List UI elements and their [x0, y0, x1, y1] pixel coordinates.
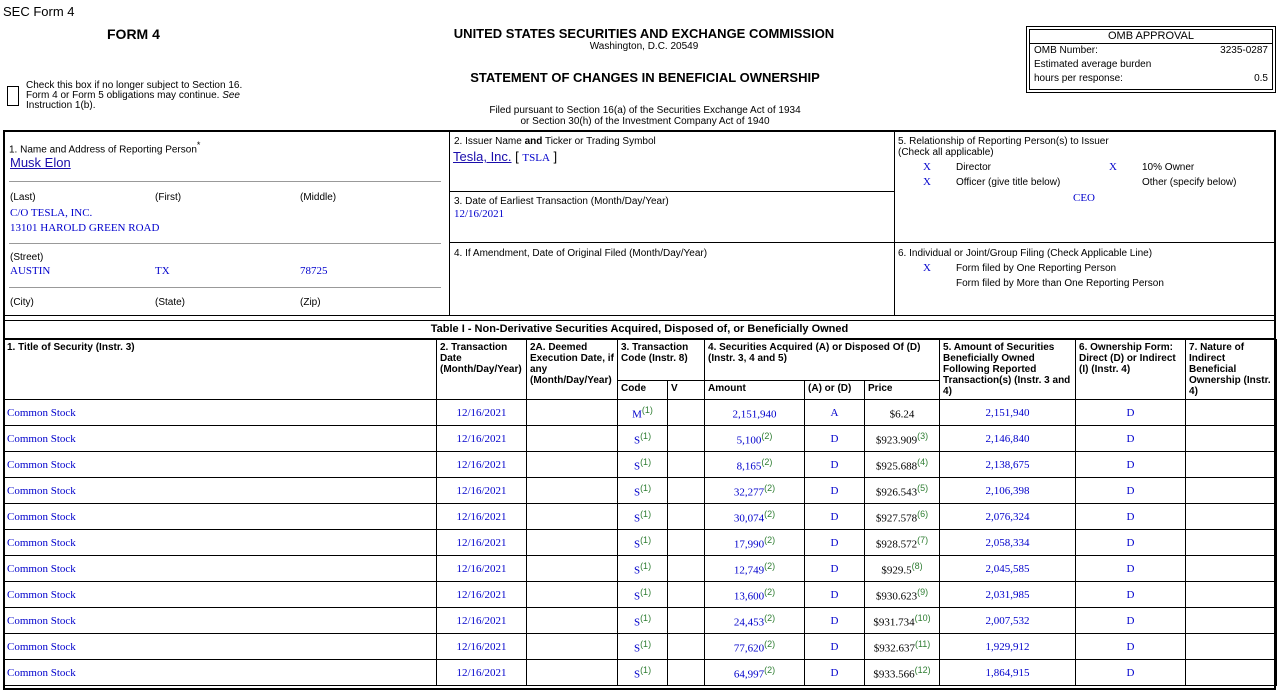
statement-title: STATEMENT OF CHANGES IN BENEFICIAL OWNERSHIP	[470, 70, 820, 85]
filed-line-1: Filed pursuant to Section 16(a) of the Securities Exchange Act of 1934	[489, 105, 801, 116]
cell-form: D	[1076, 556, 1186, 582]
cell-following: 2,007,532	[940, 608, 1076, 634]
cell-code: $S^{(1)}$	[618, 504, 668, 530]
one-person-mark: X	[923, 262, 931, 274]
ten-percent-owner-mark: X	[1109, 161, 1117, 173]
cell-amount: 30,074$^{(2)}$	[705, 504, 805, 530]
cell-price: $925.688$^{(4)}$	[865, 452, 940, 478]
th-sub-ad: (A) or (D)	[805, 381, 865, 400]
cell-following: 2,076,324	[940, 504, 1076, 530]
table-row	[4, 452, 1277, 478]
cell-v	[668, 426, 705, 452]
cell-following: 2,151,940	[940, 400, 1076, 426]
cell-nature	[1186, 608, 1277, 634]
cell-ad: D	[805, 582, 865, 608]
table1	[3, 339, 1277, 686]
cell-amount: 12,749$^{(2)}$	[705, 556, 805, 582]
officer-label: Officer (give title below)	[956, 177, 1061, 188]
cell-nature	[1186, 426, 1277, 452]
cell-security: Common Stock	[4, 452, 437, 478]
cell-following: 2,045,585	[940, 556, 1076, 582]
cell-deemed	[527, 426, 618, 452]
cell-ad: A	[805, 400, 865, 426]
cell-v	[668, 634, 705, 660]
cell-v	[668, 478, 705, 504]
amendment-label: 4. If Amendment, Date of Original Filed (Month/Day/Year)	[454, 248, 708, 259]
cell-v	[668, 660, 705, 686]
th-nature: 7. Nature of Indirect Beneficial Ownership (Instr. 4)	[1186, 340, 1277, 400]
cell-deemed	[527, 530, 618, 556]
cell-date: 12/16/2021	[437, 452, 527, 478]
cell-code: $S^{(1)}$	[618, 634, 668, 660]
th-security: 1. Title of Security (Instr. 3)	[4, 340, 437, 400]
relationship-label-1: 5. Relationship of Reporting Person(s) to Issuer	[898, 136, 1109, 147]
cell-date: 12/16/2021	[437, 530, 527, 556]
cell-deemed	[527, 400, 618, 426]
table1-title: Table I - Non-Derivative Securities Acquired, Disposed of, or Beneficially Owned	[3, 320, 1276, 339]
omb-burden-label: Estimated average burden	[1034, 59, 1152, 70]
cell-form: D	[1076, 660, 1186, 686]
cell-deemed	[527, 478, 618, 504]
director-label: Director	[956, 162, 992, 173]
cell-following: 2,058,334	[940, 530, 1076, 556]
cell-date: 12/16/2021	[437, 400, 527, 426]
cell-v	[668, 452, 705, 478]
cell-deemed	[527, 608, 618, 634]
reporting-person-label: 1. Name and Address of Reporting Person*	[9, 140, 201, 156]
cell-ad: D	[805, 556, 865, 582]
cell-price: $928.572$^{(7)}$	[865, 530, 940, 556]
cell-code: $S^{(1)}$	[618, 452, 668, 478]
cell-date: 12/16/2021	[437, 426, 527, 452]
cell-security: Common Stock	[4, 660, 437, 686]
cell-form: D	[1076, 530, 1186, 556]
cell-date: 12/16/2021	[437, 660, 527, 686]
filed-line-2: or Section 30(h) of the Investment Company Act of 1940	[520, 116, 770, 127]
table-row	[4, 530, 1277, 556]
cell-security: Common Stock	[4, 504, 437, 530]
checkbox-see: See	[222, 90, 240, 101]
sec-title: SEC Form 4	[3, 4, 75, 19]
cell-security: Common Stock	[4, 426, 437, 452]
agency-block	[443, 26, 845, 52]
ticker-symbol: TSLA	[522, 152, 550, 164]
cell-amount: 8,165$^{(2)}$	[705, 452, 805, 478]
issuer-line: Tesla, Inc. [ TSLA ]	[453, 149, 558, 164]
first-label: (First)	[155, 192, 182, 203]
cell-amount: 64,997$^{(2)}$	[705, 660, 805, 686]
cell-form: D	[1076, 582, 1186, 608]
cell-following: 2,106,398	[940, 478, 1076, 504]
cell-ad: D	[805, 504, 865, 530]
cell-price: $932.637$^{(11)}$	[865, 634, 940, 660]
th-date: 2. Transaction Date (Month/Day/Year)	[437, 340, 527, 400]
last-label: (Last)	[10, 192, 36, 203]
cell-form: D	[1076, 452, 1186, 478]
filing-label: 6. Individual or Joint/Group Filing (Check Applicable Line)	[898, 248, 1153, 259]
cell-security: Common Stock	[4, 582, 437, 608]
cell-code: $S^{(1)}$	[618, 530, 668, 556]
one-person-label: Form filed by One Reporting Person	[956, 263, 1117, 274]
table-row	[4, 582, 1277, 608]
th-following: 5. Amount of Securities Beneficially Owned Following Reported Transaction(s) (Instr. 3 and 4)	[940, 340, 1076, 400]
cell-following: 1,929,912	[940, 634, 1076, 660]
table-row	[4, 426, 1277, 452]
omb-approval-box	[1026, 26, 1276, 93]
cell-following: 2,146,840	[940, 426, 1076, 452]
cell-price: $933.566$^{(12)}$	[865, 660, 940, 686]
cell-deemed	[527, 582, 618, 608]
cell-v	[668, 608, 705, 634]
cell-deemed	[527, 556, 618, 582]
cell-security: Common Stock	[4, 530, 437, 556]
street-label: (Street)	[10, 252, 44, 263]
cell-code: $M^{(1)}$	[618, 400, 668, 426]
cell-ad: D	[805, 608, 865, 634]
th-acquired: 4. Securities Acquired (A) or Disposed Of (D) (Instr. 3, 4 and 5)	[705, 340, 940, 381]
cell-ad: D	[805, 530, 865, 556]
cell-following: 2,031,985	[940, 582, 1076, 608]
cell-amount: 24,453$^{(2)}$	[705, 608, 805, 634]
cell-amount: 17,990$^{(2)}$	[705, 530, 805, 556]
cell-form: D	[1076, 426, 1186, 452]
cell-deemed	[527, 660, 618, 686]
cell-v	[668, 582, 705, 608]
more-persons-label: Form filed by More than One Reporting Person	[956, 278, 1164, 289]
omb-hours-value: 0.5	[1254, 73, 1268, 84]
relationship-label-2: (Check all applicable)	[898, 147, 994, 158]
omb-number-label: OMB Number:	[1034, 45, 1098, 56]
th-code: 3. Transaction Code (Instr. 8)	[618, 340, 705, 381]
cell-security: Common Stock	[4, 608, 437, 634]
officer-mark: X	[923, 176, 931, 188]
cell-code: $S^{(1)}$	[618, 426, 668, 452]
cell-date: 12/16/2021	[437, 478, 527, 504]
cell-nature	[1186, 660, 1277, 686]
state-label: (State)	[155, 297, 186, 308]
city-value: AUSTIN	[10, 265, 51, 277]
cell-deemed	[527, 504, 618, 530]
cell-v	[668, 556, 705, 582]
cell-code: $S^{(1)}$	[618, 582, 668, 608]
zip-label: (Zip)	[300, 297, 321, 308]
cell-price: $930.623$^{(9)}$	[865, 582, 940, 608]
cell-nature	[1186, 634, 1277, 660]
cell-ad: D	[805, 452, 865, 478]
cell-price: $931.734$^{(10)}$	[865, 608, 940, 634]
cell-amount: 5,100$^{(2)}$	[705, 426, 805, 452]
cell-form: D	[1076, 634, 1186, 660]
cell-security: Common Stock	[4, 556, 437, 582]
cell-date: 12/16/2021	[437, 608, 527, 634]
cell-security: Common Stock	[4, 634, 437, 660]
cell-code: $S^{(1)}$	[618, 608, 668, 634]
omb-hours-label: hours per response:	[1034, 73, 1123, 84]
cell-nature	[1186, 400, 1277, 426]
ten-percent-owner-label: 10% Owner	[1142, 162, 1195, 173]
cell-deemed	[527, 452, 618, 478]
cell-form: D	[1076, 478, 1186, 504]
cell-security: Common Stock	[4, 400, 437, 426]
cell-nature	[1186, 582, 1277, 608]
issuer-name-link[interactable]: Tesla, Inc.	[453, 149, 512, 164]
checkbox-text-1: Check this box if no longer subject to Section 16.	[26, 80, 243, 91]
cell-nature	[1186, 530, 1277, 556]
cell-ad: D	[805, 660, 865, 686]
director-mark: X	[923, 161, 931, 173]
form-title: FORM 4	[107, 26, 160, 42]
cell-price: $6.24	[865, 400, 940, 426]
th-sub-code: Code	[618, 381, 668, 400]
address-line-2: 13101 HAROLD GREEN ROAD	[10, 222, 160, 234]
other-label: Other (specify below)	[1142, 177, 1237, 188]
officer-title: CEO	[1073, 192, 1095, 204]
cell-amount: 77,620$^{(2)}$	[705, 634, 805, 660]
table-row	[4, 478, 1277, 504]
th-deemed: 2A. Deemed Execution Date, if any (Month/Day/Year)	[527, 340, 618, 400]
agency-location: Washington, D.C. 20549	[589, 41, 699, 52]
section16-checkbox-label	[26, 81, 266, 111]
cell-deemed	[527, 634, 618, 660]
table-row	[4, 556, 1277, 582]
th-sub-price: Price	[865, 381, 940, 400]
address-line-1: C/O TESLA, INC.	[10, 207, 93, 219]
cell-date: 12/16/2021	[437, 504, 527, 530]
earliest-date-label: 3. Date of Earliest Transaction (Month/Day/Year)	[454, 196, 669, 207]
cell-code: $S^{(1)}$	[618, 478, 668, 504]
cell-date: 12/16/2021	[437, 582, 527, 608]
reporting-person-name-link[interactable]: Musk Elon	[10, 155, 71, 170]
middle-label: (Middle)	[300, 192, 337, 203]
cell-amount: 13,600$^{(2)}$	[705, 582, 805, 608]
cell-date: 12/16/2021	[437, 556, 527, 582]
table-row	[4, 400, 1277, 426]
th-sub-v: V	[668, 381, 705, 400]
omb-title: OMB APPROVAL	[1030, 30, 1272, 44]
cell-v	[668, 400, 705, 426]
cell-form: D	[1076, 608, 1186, 634]
cell-following: 1,864,915	[940, 660, 1076, 686]
issuer-label: 2. Issuer Name and Ticker or Trading Symbol	[454, 136, 656, 147]
cell-following: 2,138,675	[940, 452, 1076, 478]
cell-nature	[1186, 556, 1277, 582]
cell-price: $926.543$^{(5)}$	[865, 478, 940, 504]
cell-nature	[1186, 504, 1277, 530]
cell-ad: D	[805, 478, 865, 504]
earliest-date-value: 12/16/2021	[454, 208, 505, 220]
cell-ad: D	[805, 634, 865, 660]
cell-form: D	[1076, 504, 1186, 530]
table-row	[4, 660, 1277, 686]
cell-v	[668, 504, 705, 530]
cell-nature	[1186, 452, 1277, 478]
table-row	[4, 634, 1277, 660]
cell-price: $927.578$^{(6)}$	[865, 504, 940, 530]
cell-security: Common Stock	[4, 478, 437, 504]
cell-amount: 2,151,940	[705, 400, 805, 426]
cell-ad: D	[805, 426, 865, 452]
agency-name: UNITED STATES SECURITIES AND EXCHANGE COMMISSION	[453, 26, 835, 41]
filed-pursuant	[430, 105, 860, 127]
omb-number-value: 3235-0287	[1220, 45, 1268, 56]
th-ownership: 6. Ownership Form: Direct (D) or Indirect (I) (Instr. 4)	[1076, 340, 1186, 400]
zip-value: 78725	[300, 265, 328, 277]
state-value: TX	[155, 265, 170, 277]
cell-code: $S^{(1)}$	[618, 556, 668, 582]
cell-price: $923.909$^{(3)}$	[865, 426, 940, 452]
checkbox-text-3: Instruction 1(b).	[26, 100, 96, 111]
cell-code: $S^{(1)}$	[618, 660, 668, 686]
cell-v	[668, 530, 705, 556]
table-row	[4, 608, 1277, 634]
checkbox-text-2: Form 4 or Form 5 obligations may continue.	[26, 90, 220, 101]
table-row	[4, 504, 1277, 530]
th-sub-amount: Amount	[705, 381, 805, 400]
cell-form: D	[1076, 400, 1186, 426]
section16-checkbox[interactable]	[7, 86, 19, 106]
city-label: (City)	[10, 297, 34, 308]
cell-nature	[1186, 478, 1277, 504]
cell-price: $929.5$^{(8)}$	[865, 556, 940, 582]
cell-amount: 32,277$^{(2)}$	[705, 478, 805, 504]
cell-date: 12/16/2021	[437, 634, 527, 660]
